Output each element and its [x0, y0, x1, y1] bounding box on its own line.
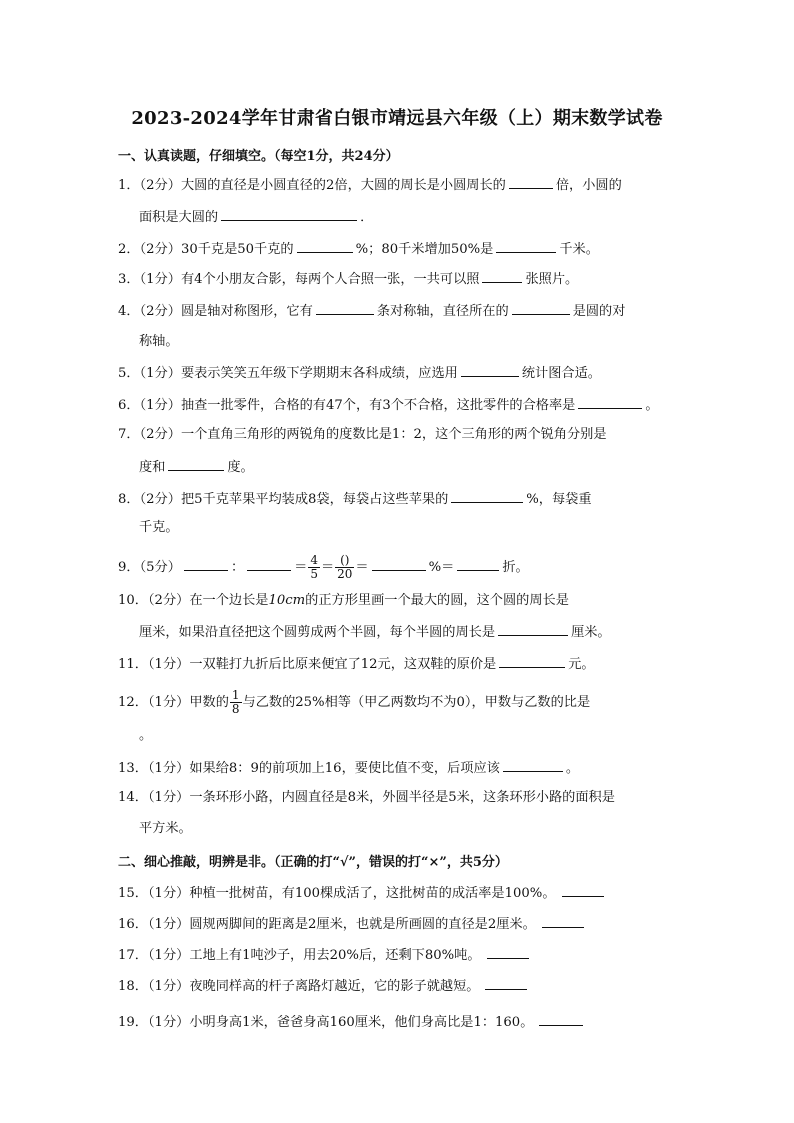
answer-blank[interactable] [316, 301, 374, 315]
question-8: 8．（2分）把5千克苹果平均装成8袋，每袋占这些苹果的 %，每袋重 [118, 489, 592, 509]
question-4-cont: 称轴。 [139, 334, 179, 349]
question-10: 10．（2分）在一个边长是10cm的正方形里画一个最大的圆，这个圆的周长是 [118, 593, 569, 608]
answer-blank[interactable] [578, 395, 642, 409]
answer-blank[interactable] [562, 883, 604, 897]
question-5: 5．（1分）要表示笑笑五年级下学期期末各科成绩，应选用 统计图合适。 [118, 363, 601, 383]
question-18: 18．（1分）夜晚同样高的杆子离路灯越近，它的影子就越短。 [118, 976, 530, 996]
answer-blank[interactable] [499, 654, 565, 668]
question-12: 12．（1分）甲数的 $\frac{1}{8}$ 与乙数的25%相等（甲乙两数均不为0），甲数与乙数的比是 [118, 688, 591, 716]
answer-blank[interactable] [184, 557, 228, 571]
fraction-4-5: $\frac{4}{5}$ [310, 553, 318, 581]
question-19: 19．（1分）小明身高1米，爸爸身高160厘米，他们身高比是1：160。 [118, 1012, 586, 1032]
question-11: 11．（1分）一双鞋打九折后比原来便宜了12元，这双鞋的原价是 元。 [118, 654, 595, 674]
question-16: 16．（1分）圆规两脚间的距离是2厘米，也就是所画圆的直径是2厘米。 [118, 914, 587, 934]
question-6: 6．（1分）抽查一批零件，合格的有47个，有3个不合格，这批零件的合格率是 。 [118, 395, 659, 415]
answer-blank[interactable] [482, 269, 522, 283]
answer-blank[interactable] [539, 1012, 583, 1026]
answer-blank[interactable] [542, 914, 584, 928]
answer-blank[interactable] [451, 489, 523, 503]
section-1-heading: 一、认真读题，仔细填空。（每空1分，共24分） [118, 149, 399, 164]
answer-blank[interactable] [496, 239, 556, 253]
fraction-1-8: $\frac{1}{8}$ [231, 688, 240, 716]
answer-blank[interactable] [247, 557, 291, 571]
section-2-heading: 二、细心推敲，明辨是非。（正确的打“√”，错误的打“×”，共5分） [118, 855, 508, 870]
question-7-cont: 度和 度。 [139, 457, 254, 477]
answer-blank[interactable] [487, 945, 529, 959]
question-1-cont: 面积是大圆的 ． [139, 207, 373, 227]
page-title: 2023-2024学年甘肃省白银市靖远县六年级（上）期末数学试卷 [131, 108, 663, 129]
answer-blank[interactable] [512, 301, 570, 315]
question-12-cont: 。 [139, 728, 153, 743]
answer-blank[interactable] [168, 457, 224, 471]
question-17: 17．（1分）工地上有1吨沙子，用去20%后，还剩下80%吨。 [118, 945, 532, 965]
question-8-cont: 千克。 [139, 520, 179, 535]
fraction-blank-20: $\frac{()}{20}$ [337, 553, 353, 581]
answer-blank[interactable] [461, 363, 519, 377]
answer-blank[interactable] [503, 758, 563, 772]
answer-blank[interactable] [372, 557, 426, 571]
question-9: 9．（5分） ： ＝ $\frac{4}{5}$ ＝ $\frac{()}{20}$ ＝ %＝ 折。 [118, 553, 529, 581]
question-10-cont: 厘米，如果沿直径把这个圆剪成两个半圆，每个半圆的周长是 厘米。 [139, 622, 611, 642]
question-15: 15．（1分）种植一批树苗，有100棵成活了，这批树苗的成活率是100%。 [118, 883, 607, 903]
answer-blank[interactable] [221, 207, 357, 221]
answer-blank[interactable] [498, 622, 568, 636]
question-1: 1．（2分）大圆的直径是小圆直径的2倍，大圆的周长是小圆周长的 倍，小圆的 [118, 175, 622, 195]
answer-blank[interactable] [485, 976, 527, 990]
question-14-cont: 平方米。 [139, 821, 192, 836]
answer-blank[interactable] [297, 239, 353, 253]
question-4: 4．（2分）圆是轴对称图形，它有 条对称轴，直径所在的 是圆的对 [118, 301, 625, 321]
question-2: 2．（2分）30千克是50千克的 %；80千米增加50%是 千米。 [118, 239, 599, 259]
question-13: 13．（1分）如果给8：9的前项加上16，要使比值不变，后项应该 。 [118, 758, 579, 778]
question-3: 3．（1分）有4个小朋友合影，每两个人合照一张，一共可以照 张照片。 [118, 269, 578, 289]
question-14: 14．（1分）一条环形小路，内圆直径是8米，外圆半径是5米，这条环形小路的面积是 [118, 790, 615, 805]
answer-blank[interactable] [457, 557, 499, 571]
answer-blank[interactable] [509, 175, 553, 189]
question-7: 7．（2分）一个直角三角形的两锐角的度数比是1：2，这个三角形的两个锐角分别是 [118, 427, 607, 442]
